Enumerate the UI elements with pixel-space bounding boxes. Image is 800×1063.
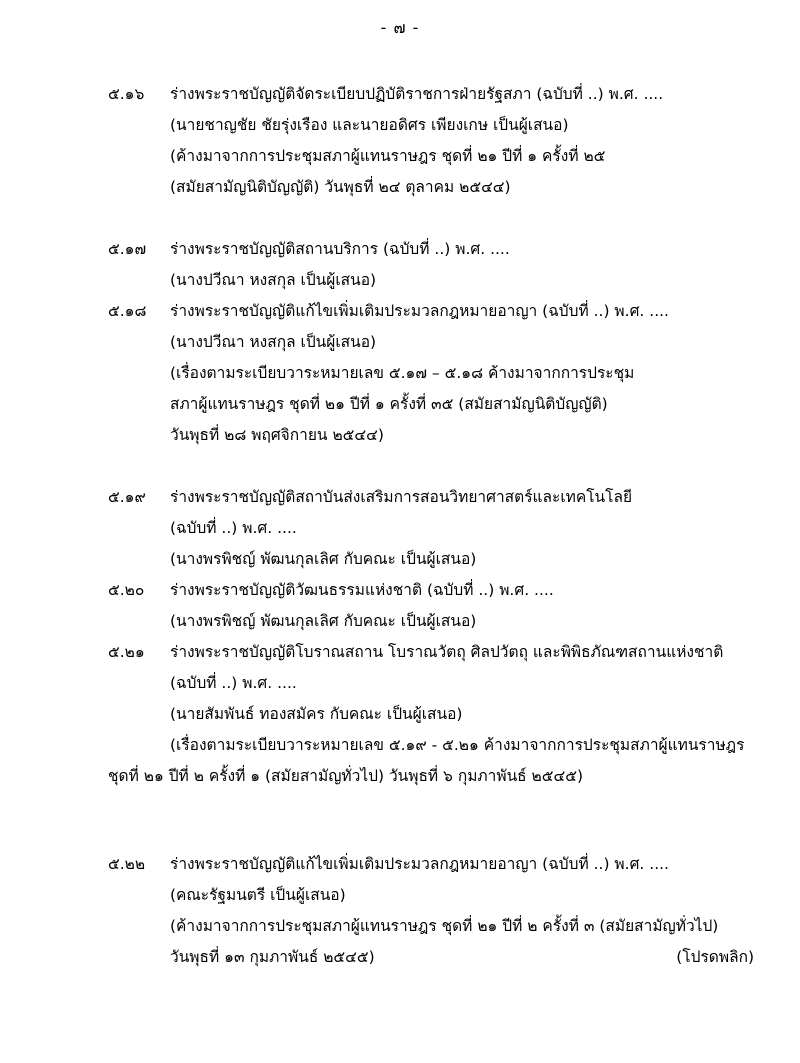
item-body <box>170 637 754 761</box>
item-number: ๕.๑๖ <box>108 85 145 103</box>
item-body <box>170 575 754 637</box>
item-line: (นางพรพิชญ์ พัฒนกุลเลิศ กับคณะ เป็นผู้เสนอ) <box>170 550 477 568</box>
item-line: (ค้างมาจากการประชุมสภาผู้แทนราษฎร ชุดที่ ๒๑ ปีที่ ๒ ครั้งที่ ๓ (สมัยสามัญทั่วไป) <box>170 917 719 935</box>
item-line: (นายชาญชัย ชัยรุ่งเรือง และนายอดิศร เพียงเกษ เป็นผู้เสนอ) <box>170 116 569 134</box>
spacer <box>108 203 754 234</box>
item-number: ๕.๑๘ <box>108 302 147 320</box>
item-line: (นางปวีณา หงสกุล เป็นผู้เสนอ) <box>170 333 377 351</box>
list-item <box>108 79 754 203</box>
item-body <box>170 296 754 451</box>
item-body <box>170 849 754 973</box>
item-line: ร่างพระราชบัญญัติสถาบันส่งเสริมการสอนวิทยาศาสตร์และเทคโนโลยี <box>170 488 633 506</box>
item-line: (คณะรัฐมนตรี เป็นผู้เสนอ) <box>170 886 346 904</box>
item-line: (นางปวีณา หงสกุล เป็นผู้เสนอ) <box>170 271 377 289</box>
item-line: (ค้างมาจากการประชุมสภาผู้แทนราษฎร ชุดที่ ๒๑ ปีที่ ๑ ครั้งที่ ๒๕ <box>170 147 606 165</box>
page-number: - ๗ - <box>380 18 420 37</box>
item-line: ร่างพระราชบัญญัติแก้ไขเพิ่มเติมประมวลกฎหมายอาญา (ฉบับที่ ..) พ.ศ. .... <box>170 855 669 873</box>
item-number: ๕.๑๙ <box>108 488 146 506</box>
item-line: วันพุธที่ ๑๓ กุมภาพันธ์ ๒๕๔๕) <box>170 948 375 966</box>
spacer <box>108 792 754 823</box>
item-line: (นายสัมพันธ์ ทองสมัคร กับคณะ เป็นผู้เสนอ) <box>170 705 463 723</box>
list-item <box>108 849 754 973</box>
item-line: (นางพรพิชญ์ พัฒนกุลเลิศ กับคณะ เป็นผู้เสนอ) <box>170 612 477 630</box>
item-line: สภาผู้แทนราษฎร ชุดที่ ๒๑ ปีที่ ๑ ครั้งที่ ๓๕ (สมัยสามัญนิติบัญญัติ) <box>170 395 608 413</box>
item-number: ๕.๒๒ <box>108 855 146 873</box>
item-line: ร่างพระราชบัญญัติแก้ไขเพิ่มเติมประมวลกฎหมายอาญา (ฉบับที่ ..) พ.ศ. .... <box>170 302 669 320</box>
item-line-continued: ชุดที่ ๒๑ ปีที่ ๒ ครั้งที่ ๑ (สมัยสามัญทั่วไป) วันพุธที่ ๖ กุมภาพันธ์ ๒๕๔๕) <box>108 767 584 785</box>
last-line-row <box>170 942 754 973</box>
item-line: ร่างพระราชบัญญัติจัดระเบียบปฏิบัติราชการฝ่ายรัฐสภา (ฉบับที่ ..) พ.ศ. .... <box>170 85 664 103</box>
item-number: ๕.๒๑ <box>108 643 145 661</box>
turn-page-note: (โปรดพลิก) <box>676 948 754 966</box>
item-line: (เรื่องตามระเบียบวาระหมายเลข ๕.๑๙ - ๕.๒๑ ค้างมาจากการประชุมสภาผู้แทนราษฎร <box>170 736 745 754</box>
list-item <box>108 637 754 761</box>
document-page <box>0 16 800 1063</box>
item-line: (ฉบับที่ ..) พ.ศ. .... <box>170 519 297 537</box>
item-line: (เรื่องตามระเบียบวาระหมายเลข ๕.๑๗ – ๕.๑๘ ค้างมาจากการประชุม <box>170 364 635 382</box>
item-body <box>170 79 754 203</box>
spacer <box>108 823 754 849</box>
item-line: (ฉบับที่ ..) พ.ศ. .... <box>170 674 297 692</box>
item-body <box>170 482 754 575</box>
item-line: วันพุธที่ ๒๘ พฤศจิกายน ๒๕๔๔) <box>170 426 384 444</box>
list-item <box>108 575 754 637</box>
item-number: ๕.๑๗ <box>108 240 147 258</box>
list-item <box>108 482 754 575</box>
list-item <box>108 296 754 451</box>
item-line: (สมัยสามัญนิติบัญญัติ) วันพุธที่ ๒๔ ตุลาคม ๒๕๔๔) <box>170 178 511 196</box>
item-number: ๕.๒๐ <box>108 581 145 599</box>
list-item <box>108 234 754 296</box>
item-body <box>170 234 754 296</box>
item-line: ร่างพระราชบัญญัติสถานบริการ (ฉบับที่ ..) พ.ศ. .... <box>170 240 510 258</box>
agenda-list <box>0 79 800 973</box>
item-line: ร่างพระราชบัญญัติโบราณสถาน โบราณวัตถุ ศิลปวัตถุ และพิพิธภัณฑสถานแห่งชาติ <box>170 643 724 661</box>
item-line: ร่างพระราชบัญญัติวัฒนธรรมแห่งชาติ (ฉบับที่ ..) พ.ศ. .... <box>170 581 554 599</box>
spacer <box>108 451 754 482</box>
